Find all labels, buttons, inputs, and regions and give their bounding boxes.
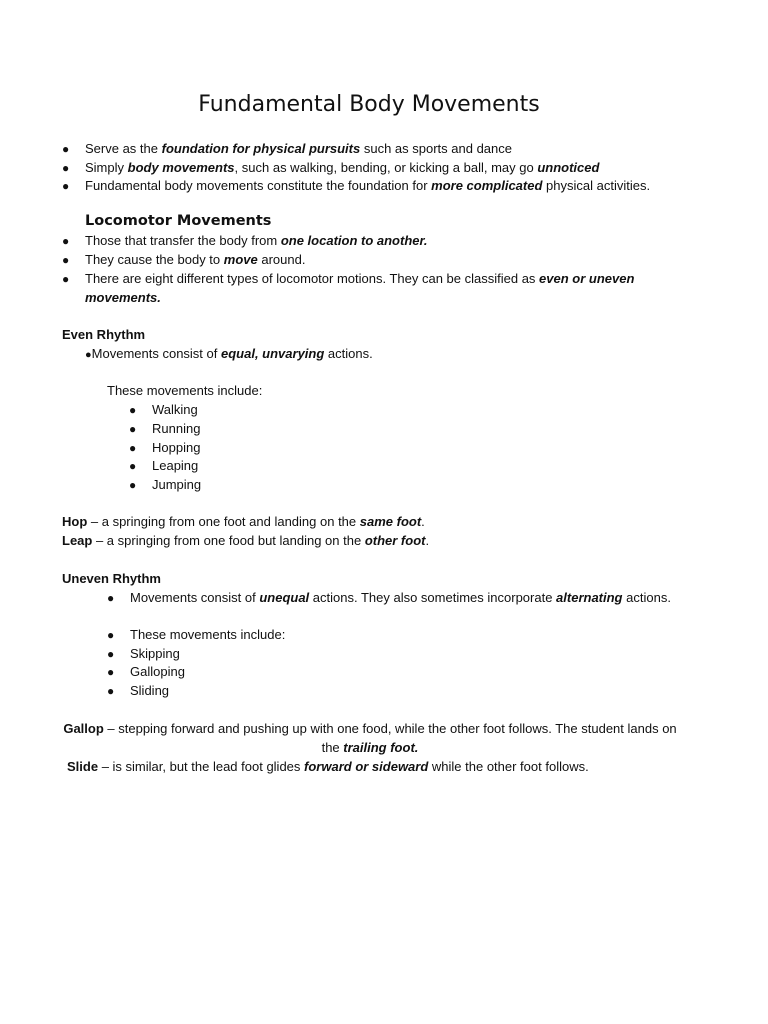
leap-definition bbox=[62, 532, 429, 550]
bullet-icon: ● bbox=[62, 161, 70, 175]
list-item: Jumping bbox=[152, 477, 202, 492]
list-item: Sliding bbox=[130, 683, 170, 698]
text: – is similar, but the lead foot glides bbox=[98, 759, 305, 774]
emphasis: one location to another. bbox=[280, 233, 428, 248]
gallop-definition bbox=[40, 720, 700, 738]
text: – stepping forward and pushing up with one food, while the other foot follows. The student lands on bbox=[103, 721, 677, 736]
uneven-consist bbox=[130, 589, 671, 607]
text: . bbox=[425, 533, 430, 548]
emphasis: alternating bbox=[556, 590, 623, 605]
intro-item bbox=[85, 177, 650, 195]
bullet-icon: ● bbox=[129, 478, 137, 492]
locomotor-item bbox=[85, 251, 305, 269]
text: – a springing from one food but landing on the bbox=[92, 533, 365, 548]
bullet-icon: ● bbox=[129, 403, 137, 417]
hop-definition bbox=[62, 513, 425, 531]
bullet-icon: ● bbox=[107, 647, 115, 661]
emphasis: trailing foot. bbox=[343, 740, 419, 755]
text: actions. bbox=[324, 346, 373, 361]
locomotor-item bbox=[85, 232, 427, 250]
even-rhythm-heading: Even Rhythm bbox=[62, 327, 146, 342]
uneven-rhythm-heading: Uneven Rhythm bbox=[62, 571, 161, 586]
intro-item bbox=[85, 140, 512, 158]
bullet-icon: ● bbox=[129, 422, 137, 436]
text: such as sports and dance bbox=[360, 141, 512, 156]
bullet-icon: ● bbox=[62, 234, 70, 248]
text: actions. bbox=[622, 590, 671, 605]
bullet-icon: ● bbox=[107, 628, 115, 642]
text: Movements consist of bbox=[130, 590, 260, 605]
text: Fundamental body movements constitute the foundation for bbox=[85, 178, 432, 193]
uneven-include-label: These movements include: bbox=[130, 627, 286, 642]
text: Movements consist of bbox=[91, 346, 221, 361]
text: the bbox=[321, 740, 344, 755]
bullet-icon: ● bbox=[62, 272, 70, 286]
text: physical activities. bbox=[542, 178, 651, 193]
text: , such as walking, bending, or kicking a ball, may go bbox=[234, 160, 538, 175]
bullet-icon: ● bbox=[107, 591, 115, 605]
text: Those that transfer the body from bbox=[85, 233, 281, 248]
list-item: Skipping bbox=[130, 646, 180, 661]
bullet-icon: ● bbox=[129, 441, 137, 455]
emphasis: move bbox=[223, 252, 258, 267]
even-include-label: These movements include: bbox=[107, 383, 263, 398]
list-item: Leaping bbox=[152, 458, 199, 473]
bullet-icon: ● bbox=[62, 179, 70, 193]
bullet-icon: ● bbox=[107, 684, 115, 698]
bullet-icon: ● bbox=[62, 142, 70, 156]
list-item: Walking bbox=[152, 402, 198, 417]
emphasis: equal, unvarying bbox=[220, 346, 325, 361]
intro-item bbox=[85, 159, 599, 177]
text: Simply bbox=[85, 160, 128, 175]
emphasis: same foot bbox=[359, 514, 422, 529]
bullet-icon: ● bbox=[129, 459, 137, 473]
text: – a springing from one foot and landing on the bbox=[87, 514, 360, 529]
emphasis: other foot bbox=[364, 533, 426, 548]
list-item: Running bbox=[152, 421, 201, 436]
bullet-icon: ● bbox=[85, 349, 92, 361]
bullet-icon: ● bbox=[62, 253, 70, 267]
emphasis: unequal bbox=[259, 590, 310, 605]
text: while the other foot follows. bbox=[428, 759, 589, 774]
text: . bbox=[421, 514, 425, 529]
bullet-icon: ● bbox=[107, 665, 115, 679]
emphasis: forward or sideward bbox=[304, 759, 429, 774]
locomotor-item bbox=[85, 270, 634, 288]
text: There are eight different types of locomotor motions. They can be classified as bbox=[85, 271, 540, 286]
page-title: Fundamental Body Movements bbox=[198, 92, 540, 117]
slide-definition bbox=[67, 758, 589, 776]
text: actions. They also sometimes incorporate bbox=[309, 590, 557, 605]
text: around. bbox=[257, 252, 306, 267]
text: Serve as the bbox=[85, 141, 162, 156]
term: Hop bbox=[62, 514, 88, 529]
list-item: Galloping bbox=[130, 664, 185, 679]
gallop-definition-continued bbox=[40, 739, 700, 757]
locomotor-item-continued: movements. bbox=[85, 290, 161, 305]
term: Gallop bbox=[63, 721, 104, 736]
emphasis: foundation for physical pursuits bbox=[161, 141, 361, 156]
list-item: Hopping bbox=[152, 440, 201, 455]
term: Leap bbox=[62, 533, 93, 548]
section-heading: Locomotor Movements bbox=[85, 213, 272, 229]
text: They cause the body to bbox=[85, 252, 224, 267]
emphasis: even or uneven bbox=[539, 271, 635, 286]
emphasis: body movements bbox=[127, 160, 235, 175]
term: Slide bbox=[67, 759, 99, 774]
emphasis: more complicated bbox=[431, 178, 543, 193]
even-consist bbox=[85, 345, 373, 364]
emphasis: unnoticed bbox=[537, 160, 600, 175]
